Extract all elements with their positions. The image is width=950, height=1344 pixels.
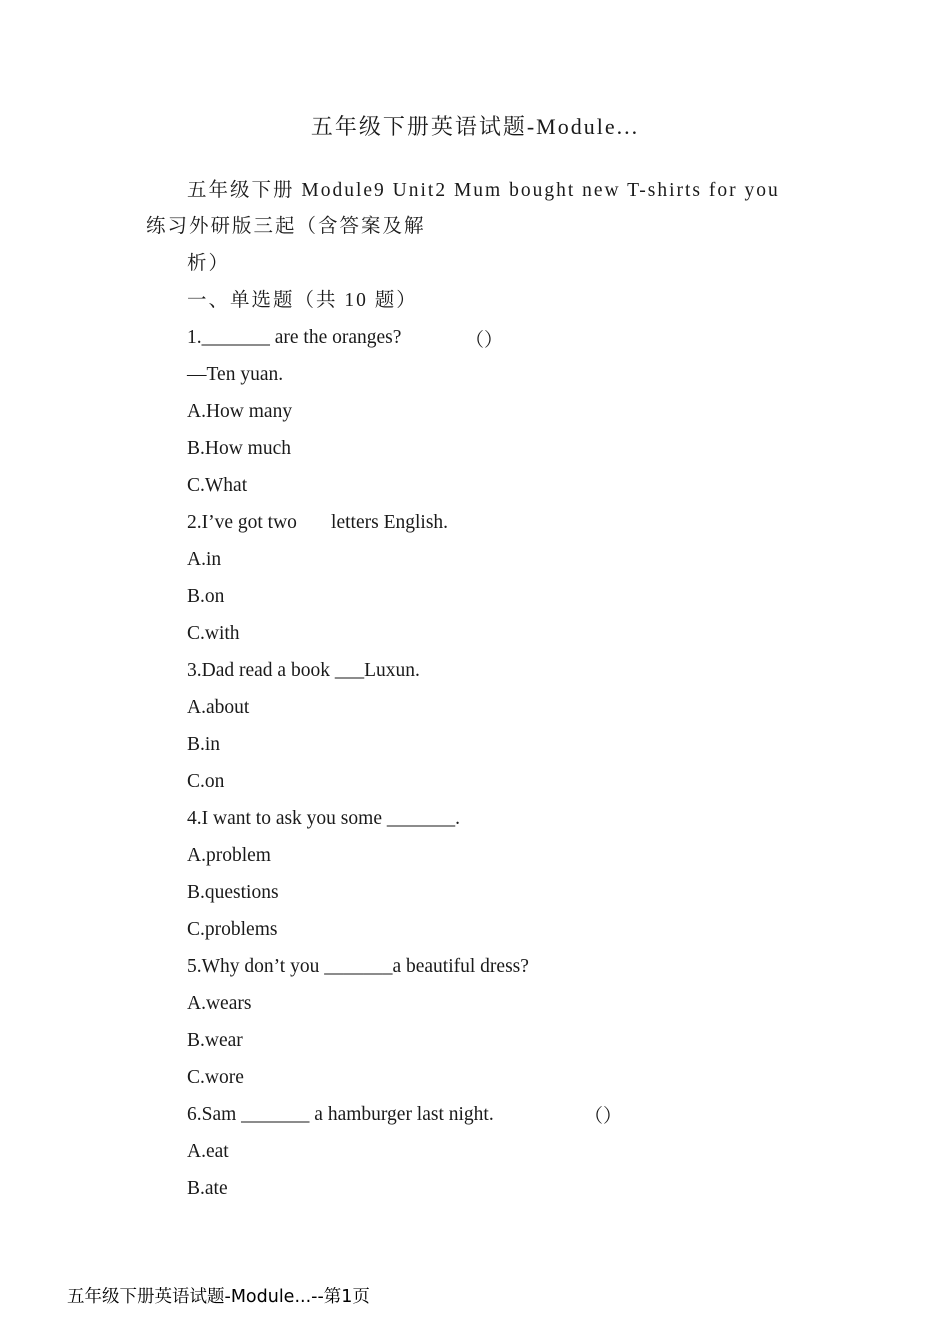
option-3b: B.in (187, 734, 221, 755)
option-5b: B.wear (187, 1030, 243, 1051)
option-6b: B.ate (187, 1178, 228, 1199)
option-1a: A.How many (187, 401, 293, 422)
question-5: 5.Why don’t you _______a beautiful dress? (187, 956, 529, 977)
option-4a: A.problem (187, 845, 271, 866)
subtitle-line-1: 五年级下册 Module9 Unit2 Mum bought new T-shirts for you (187, 180, 780, 201)
page-title: 五年级下册英语试题-Module... (310, 114, 640, 139)
option-4c: C.problems (187, 919, 278, 940)
question-1-reply: —Ten yuan. (187, 364, 284, 385)
option-2c: C.with (187, 623, 240, 644)
question-2: 2.I’ve got two letters English. (187, 512, 449, 533)
option-1b: B.How much (187, 438, 291, 459)
option-3c: C.on (187, 771, 225, 792)
subtitle-line-2: 练习外研版三起（含答案及解 (146, 216, 426, 237)
option-1c: C.What (187, 475, 248, 496)
option-5c: C.wore (187, 1067, 244, 1088)
option-6a: A.eat (187, 1141, 229, 1162)
option-3a: A.about (187, 697, 250, 718)
option-2a: A.in (187, 549, 222, 570)
page-footer: 五年级下册英语试题-Module...--第1页 (67, 1287, 370, 1307)
option-2b: B.on (187, 586, 225, 607)
question-1: 1._______ are the oranges? (187, 327, 402, 348)
question-6: 6.Sam _______ a hamburger last night. (187, 1104, 494, 1125)
answer-paren-6: （） (584, 1106, 623, 1127)
question-4: 4.I want to ask you some _______. (187, 808, 460, 829)
option-5a: A.wears (187, 993, 252, 1014)
question-3: 3.Dad read a book ___Luxun. (187, 660, 420, 681)
answer-paren-1: （） (465, 330, 504, 351)
option-4b: B.questions (187, 882, 279, 903)
subtitle-line-3: 析） (187, 253, 231, 274)
section-heading: 一、单选题（共 10 题） (187, 290, 418, 311)
